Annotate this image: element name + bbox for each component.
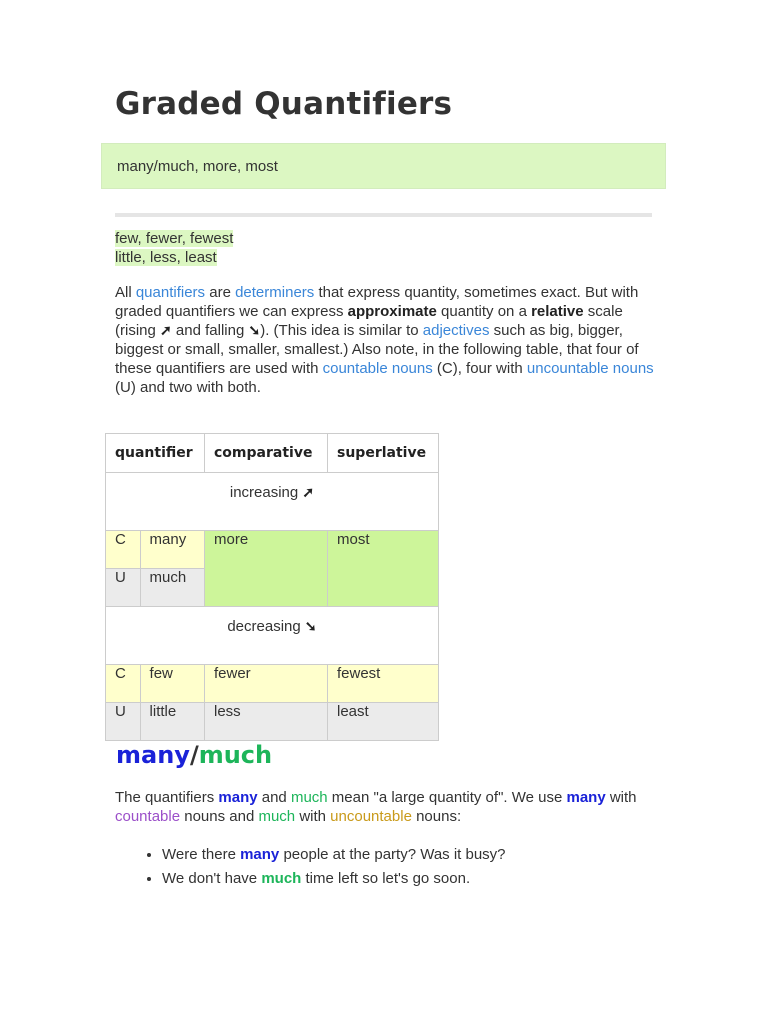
- text: and: [257, 789, 291, 806]
- quantifier-cell: many: [140, 531, 204, 569]
- quantifier-cell: much: [140, 569, 204, 607]
- relative-bold: relative: [531, 303, 584, 320]
- text: nouns:: [411, 808, 462, 825]
- uncountable-word: uncountable: [330, 808, 412, 825]
- quantifier-cell: few: [140, 665, 204, 703]
- text: such as big, bigger, biggest or small, smaller, smallest.) Also note, in the following table, that four of these quantifiers are used with: [115, 322, 639, 377]
- table-header-row: [106, 434, 439, 473]
- superlative-cell: least: [328, 703, 439, 741]
- text: (C), four with: [432, 360, 527, 377]
- increasing-arrow-icon: ➚: [302, 484, 315, 500]
- list-item: [162, 867, 682, 891]
- superlative-cell: most: [328, 531, 439, 607]
- decreasing-label: decreasing: [227, 618, 301, 635]
- divider: [115, 213, 652, 217]
- text: are: [205, 284, 236, 301]
- text: quantity on a: [436, 303, 532, 320]
- highlight-line-2: little, less, least: [115, 249, 217, 266]
- falling-arrow-icon: ➘: [248, 322, 261, 338]
- text: people at the party? Was it busy?: [279, 846, 506, 863]
- decreasing-cell: [106, 607, 439, 665]
- quantifier-cell: little: [140, 703, 204, 741]
- text: Were there: [162, 846, 241, 863]
- text: ). (This idea is similar to: [260, 322, 423, 339]
- many-word: many: [566, 789, 606, 806]
- approximate-bold: approximate: [347, 303, 437, 320]
- text: and falling: [171, 322, 249, 339]
- table-row: [106, 665, 439, 703]
- superlative-cell: fewest: [328, 665, 439, 703]
- quantifier-table: [105, 433, 439, 741]
- type-cell: C: [106, 665, 141, 703]
- text: All: [115, 284, 136, 301]
- comparative-cell: more: [205, 531, 328, 607]
- type-cell: C: [106, 531, 141, 569]
- page-title: Graded Quantifiers: [115, 86, 453, 122]
- table-row: [106, 531, 439, 569]
- determiners-link[interactable]: determiners: [235, 284, 315, 301]
- heading-much: much: [198, 741, 273, 769]
- comparative-cell: less: [205, 703, 328, 741]
- decreasing-arrow-icon: ➘: [304, 618, 317, 634]
- example-list: [138, 843, 682, 891]
- list-item: [162, 843, 682, 867]
- intro-paragraph: [115, 283, 655, 397]
- much-word: much: [258, 808, 296, 825]
- highlight-line-1: few, fewer, fewest: [115, 230, 234, 247]
- text: mean "a large quantity of". We use: [327, 789, 567, 806]
- section-heading: [116, 741, 272, 769]
- quantifiers-link[interactable]: quantifiers: [135, 284, 206, 301]
- subtitle-banner: [101, 143, 666, 189]
- highlight-lines: [115, 229, 233, 267]
- uncountable-nouns-link[interactable]: uncountable nouns: [526, 360, 654, 377]
- text: time left so let's go soon.: [301, 870, 471, 887]
- many-word: many: [240, 846, 280, 863]
- text: with: [295, 808, 331, 825]
- text: that express quantity, sometimes exact. But with graded quantifiers we can express: [115, 284, 639, 320]
- decreasing-row: [106, 607, 439, 665]
- header-quantifier: quantifier: [106, 434, 205, 473]
- increasing-label: increasing: [229, 484, 299, 501]
- table-row: [106, 703, 439, 741]
- header-superlative: superlative: [328, 434, 439, 473]
- text: We don't have: [162, 870, 262, 887]
- text: scale (rising: [115, 303, 623, 339]
- text: nouns and: [180, 808, 259, 825]
- countable-word: countable: [115, 808, 181, 825]
- subtitle-text: many/much, more, most: [117, 158, 278, 175]
- adjectives-link[interactable]: adjectives: [422, 322, 490, 339]
- rising-arrow-icon: ➚: [160, 322, 172, 338]
- type-cell: U: [106, 703, 141, 741]
- type-cell: U: [106, 569, 141, 607]
- heading-slash: /: [189, 741, 199, 769]
- comparative-cell: fewer: [205, 665, 328, 703]
- header-comparative: comparative: [205, 434, 328, 473]
- many-word: many: [218, 789, 258, 806]
- text: The quantifiers: [115, 789, 219, 806]
- increasing-row: [106, 473, 439, 531]
- much-word: much: [290, 789, 328, 806]
- section-paragraph: [115, 788, 660, 826]
- increasing-cell: [106, 473, 439, 531]
- text: with: [605, 789, 637, 806]
- countable-nouns-link[interactable]: countable nouns: [322, 360, 433, 377]
- heading-many: many: [116, 741, 190, 769]
- text: (U) and two with both.: [115, 379, 261, 396]
- much-word: much: [261, 870, 302, 887]
